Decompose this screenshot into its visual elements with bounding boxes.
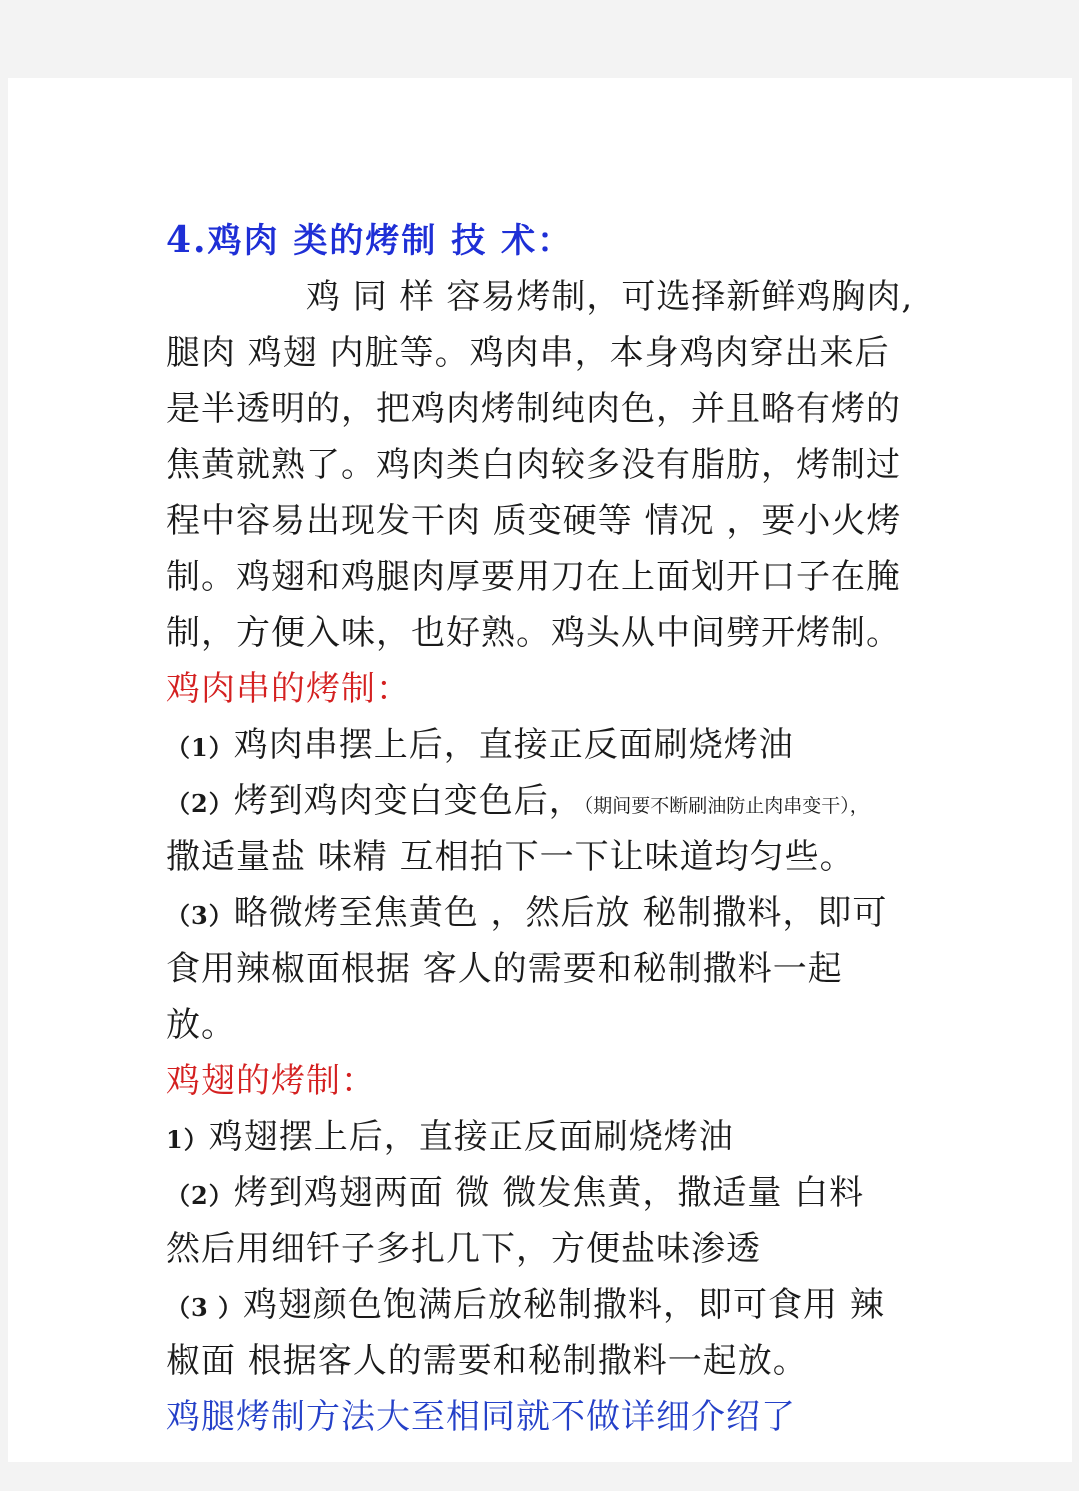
wing-step-1 — [166, 1117, 734, 1160]
step-marker: （3） — [166, 901, 234, 930]
skewer-step-2-cont: 撒适量盐 味精 互相拍下一下让味道均匀些。 — [166, 837, 855, 877]
intro-line: 焦黄就熟了。鸡肉类白肉较多没有脂肪，烤制过 — [166, 445, 901, 485]
document-page — [8, 78, 1072, 1462]
skewer-step-3 — [166, 893, 887, 936]
step-note: （期间要不断刷油防止肉串变干）， — [583, 795, 869, 817]
step-text: 烤到鸡肉变白变色后， — [233, 781, 584, 821]
wing-heading: 鸡翅的烤制： — [166, 1061, 376, 1101]
intro-line: 制，方便入味，也好熟。鸡头从中间劈开烤制。 — [166, 613, 901, 653]
section-number: 4. — [166, 219, 208, 261]
step-text: 鸡翅摆上后，直接正反面刷烧烤油 — [208, 1117, 734, 1157]
footer-note: 鸡腿烤制方法大至相同就不做详细介绍了 — [166, 1397, 796, 1437]
skewer-heading: 鸡肉串的烤制： — [166, 669, 411, 709]
step-marker: （2） — [166, 789, 234, 818]
intro-line: 程中容易出现发干肉 质变硬等 情况 ，要小火烤 — [166, 501, 902, 541]
section-title — [166, 220, 573, 261]
intro-line: 制。鸡翅和鸡腿肉厚要用刀在上面划开口子在腌 — [166, 557, 901, 597]
wing-step-2-cont: 然后用细钎子多扎几下，方便盐味渗透 — [166, 1229, 761, 1269]
step-marker: （1） — [166, 733, 234, 762]
skewer-step-1 — [166, 725, 794, 768]
wing-step-3-cont: 椒面 根据客人的需要和秘制撒料一起放。 — [166, 1341, 808, 1381]
intro-line: 鸡 同 样 容易烤制，可选择新鲜鸡胸肉, — [166, 277, 914, 317]
wing-step-2 — [166, 1173, 864, 1216]
step-text: 鸡翅颜色饱满后放秘制撒料，即可食用 辣 — [243, 1285, 885, 1325]
step-marker: 1） — [166, 1125, 209, 1154]
skewer-step-2 — [166, 781, 869, 826]
skewer-step-3-cont: 放。 — [166, 1005, 236, 1045]
step-marker: （2） — [166, 1181, 234, 1210]
step-text: 鸡肉串摆上后，直接正反面刷烧烤油 — [233, 725, 794, 765]
step-text: 略微烤至焦黄色 ，然后放 秘制撒料，即可 — [233, 893, 888, 933]
wing-step-3 — [166, 1285, 885, 1328]
step-marker: （3 ） — [166, 1293, 244, 1322]
section-title-text: 鸡肉 类的烤制 技 术： — [207, 221, 574, 261]
intro-line: 是半透明的，把鸡肉烤制纯肉色，并且略有烤的 — [166, 389, 901, 429]
step-text: 烤到鸡翅两面 微 微发焦黄，撒适量 白料 — [233, 1173, 865, 1213]
intro-line: 腿肉 鸡翅 内脏等。鸡肉串，本身鸡肉穿出来后 — [166, 333, 890, 373]
skewer-step-3-cont: 食用辣椒面根据 客人的需要和秘制撒料一起 — [166, 949, 843, 989]
